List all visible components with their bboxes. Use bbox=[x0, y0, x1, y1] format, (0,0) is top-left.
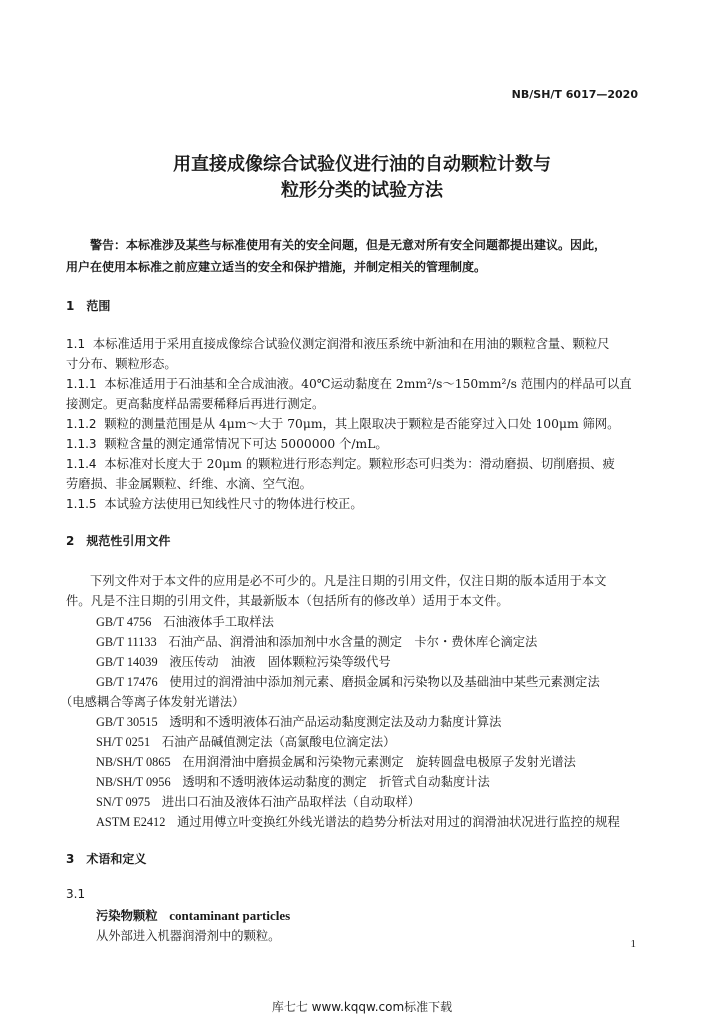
section-2-heading: 2 规范性引用文件 bbox=[66, 534, 171, 548]
clause-number: 1.1.2 bbox=[66, 417, 97, 431]
clause-number: 1.1.4 bbox=[66, 457, 97, 471]
document-title-line2: 粒形分类的试验方法 bbox=[281, 180, 443, 201]
clause-1-1-2 bbox=[66, 414, 619, 432]
footer-watermark: 库七七 www.kqqw.com标准下载 bbox=[271, 1000, 453, 1014]
warning-line1: 警告：本标准涉及某些与标准使用有关的安全问题，但是无意对所有安全问题都提出建议。因此， bbox=[90, 238, 607, 252]
page-number: 1 bbox=[630, 938, 636, 950]
clause-text: 本标准适用于采用直接成像综合试验仪测定润滑和液压系统中新油和在用油的颗粒含量、颗粒尺 bbox=[92, 337, 610, 351]
reference-item bbox=[96, 712, 501, 730]
reference-item bbox=[96, 792, 420, 810]
reference-code: GB/T 11133 bbox=[96, 635, 157, 649]
clause-1-1-1-cont: 接测定。更高黏度样品需要稀释后再进行测定。 bbox=[66, 397, 325, 411]
clause-1-1-4 bbox=[66, 454, 615, 472]
reference-item-cont: （电感耦合等离子体发射光谱法） bbox=[60, 695, 245, 709]
term-english: contaminant particles bbox=[169, 908, 291, 923]
clause-number: 1.1 bbox=[66, 337, 86, 351]
reference-code: GB/T 4756 bbox=[96, 615, 152, 629]
reference-item bbox=[96, 632, 537, 650]
clause-text: 颗粒含量的测定通常情况下可达 5000000 个/mL。 bbox=[104, 437, 388, 451]
reference-code: SH/T 0251 bbox=[96, 735, 151, 749]
reference-item bbox=[96, 612, 274, 630]
reference-title: 石油产品、润滑油和添加剂中水含量的测定 卡尔・费休库仑滴定法 bbox=[168, 635, 538, 649]
section-3-heading: 3 术语和定义 bbox=[66, 852, 147, 866]
clause-1-1-3 bbox=[66, 434, 388, 452]
reference-code: GB/T 17476 bbox=[96, 675, 158, 689]
reference-code: GB/T 14039 bbox=[96, 655, 158, 669]
clause-1-1-cont: 寸分布、颗粒形态。 bbox=[66, 357, 177, 371]
term-definition: 从外部进入机器润滑剂中的颗粒。 bbox=[96, 929, 281, 943]
reference-title: 透明和不透明液体运动黏度的测定 折管式自动黏度计法 bbox=[182, 775, 490, 789]
clause-1-1-4-cont: 劳磨损、非金属颗粒、纤维、水滴、空气泡。 bbox=[66, 477, 312, 491]
reference-code: NB/SH/T 0865 bbox=[96, 755, 171, 769]
reference-title: 石油液体手工取样法 bbox=[163, 615, 274, 629]
section-1-heading: 1 范围 bbox=[66, 299, 111, 313]
reference-title: 通过用傅立叶变换红外线光谱法的趋势分析法对用过的润滑油状况进行监控的规程 bbox=[177, 815, 620, 829]
clause-number: 1.1.3 bbox=[66, 437, 97, 451]
reference-item bbox=[96, 732, 395, 750]
clause-text: 本标准对长度大于 20μm 的颗粒进行形态判定。颗粒形态可归类为：滑动磨损、切削磨损、疲 bbox=[104, 457, 615, 471]
reference-item bbox=[96, 752, 576, 770]
reference-title: 液压传动 油液 固体颗粒污染等级代号 bbox=[169, 655, 391, 669]
reference-code: NB/SH/T 0956 bbox=[96, 775, 171, 789]
clause-text: 本标准适用于石油基和全合成油液。40℃运动黏度在 2mm²/s～150mm²/s 范围内的样品可以直 bbox=[104, 377, 632, 391]
reference-title: 透明和不透明液体石油产品运动黏度测定法及动力黏度计算法 bbox=[169, 715, 502, 729]
reference-item bbox=[96, 812, 620, 830]
reference-title: 进出口石油及液体石油产品取样法（自动取样） bbox=[161, 795, 421, 809]
clause-number: 1.1.1 bbox=[66, 377, 97, 391]
reference-item bbox=[96, 672, 600, 690]
clause-1-1 bbox=[66, 334, 609, 352]
reference-item bbox=[96, 772, 490, 790]
reference-code: ASTM E2412 bbox=[96, 815, 166, 829]
term-entry bbox=[96, 906, 290, 924]
clause-1-1-1 bbox=[66, 374, 632, 392]
clause-number: 1.1.5 bbox=[66, 497, 97, 511]
term-chinese: 污染物颗粒 bbox=[96, 908, 158, 923]
warning-line2: 用户在使用本标准之前应建立适当的安全和保护措施，并制定相关的管理制度。 bbox=[66, 260, 487, 274]
reference-title: 石油产品碱值测定法（高氯酸电位滴定法） bbox=[161, 735, 396, 749]
clause-text: 颗粒的测量范围是从 4μm～大于 70μm，其上限取决于颗粒是否能穿过入口处 100μm 筛网。 bbox=[104, 417, 620, 431]
clause-3-1-number: 3.1 bbox=[66, 887, 86, 901]
reference-code: GB/T 30515 bbox=[96, 715, 158, 729]
clause-1-1-5 bbox=[66, 494, 363, 512]
clause-text: 本试验方法使用已知线性尺寸的物体进行校正。 bbox=[104, 497, 363, 511]
reference-title: 在用润滑油中磨损金属和污染物元素测定 旋转圆盘电极原子发射光谱法 bbox=[182, 755, 576, 769]
document-title-line1: 用直接成像综合试验仪进行油的自动颗粒计数与 bbox=[173, 154, 551, 175]
reference-item bbox=[96, 652, 391, 670]
reference-code: SN/T 0975 bbox=[96, 795, 151, 809]
section-2-intro-line2: 件。凡是不注日期的引用文件，其最新版本（包括所有的修改单）适用于本文件。 bbox=[66, 594, 509, 608]
section-2-intro-line1: 下列文件对于本文件的应用是必不可少的。凡是注日期的引用文件，仅注日期的版本适用于本文 bbox=[90, 574, 607, 588]
reference-title: 使用过的润滑油中添加剂元素、磨损金属和污染物以及基础油中某些元素测定法 bbox=[169, 675, 600, 689]
standard-number: NB/SH/T 6017—2020 bbox=[511, 88, 638, 101]
